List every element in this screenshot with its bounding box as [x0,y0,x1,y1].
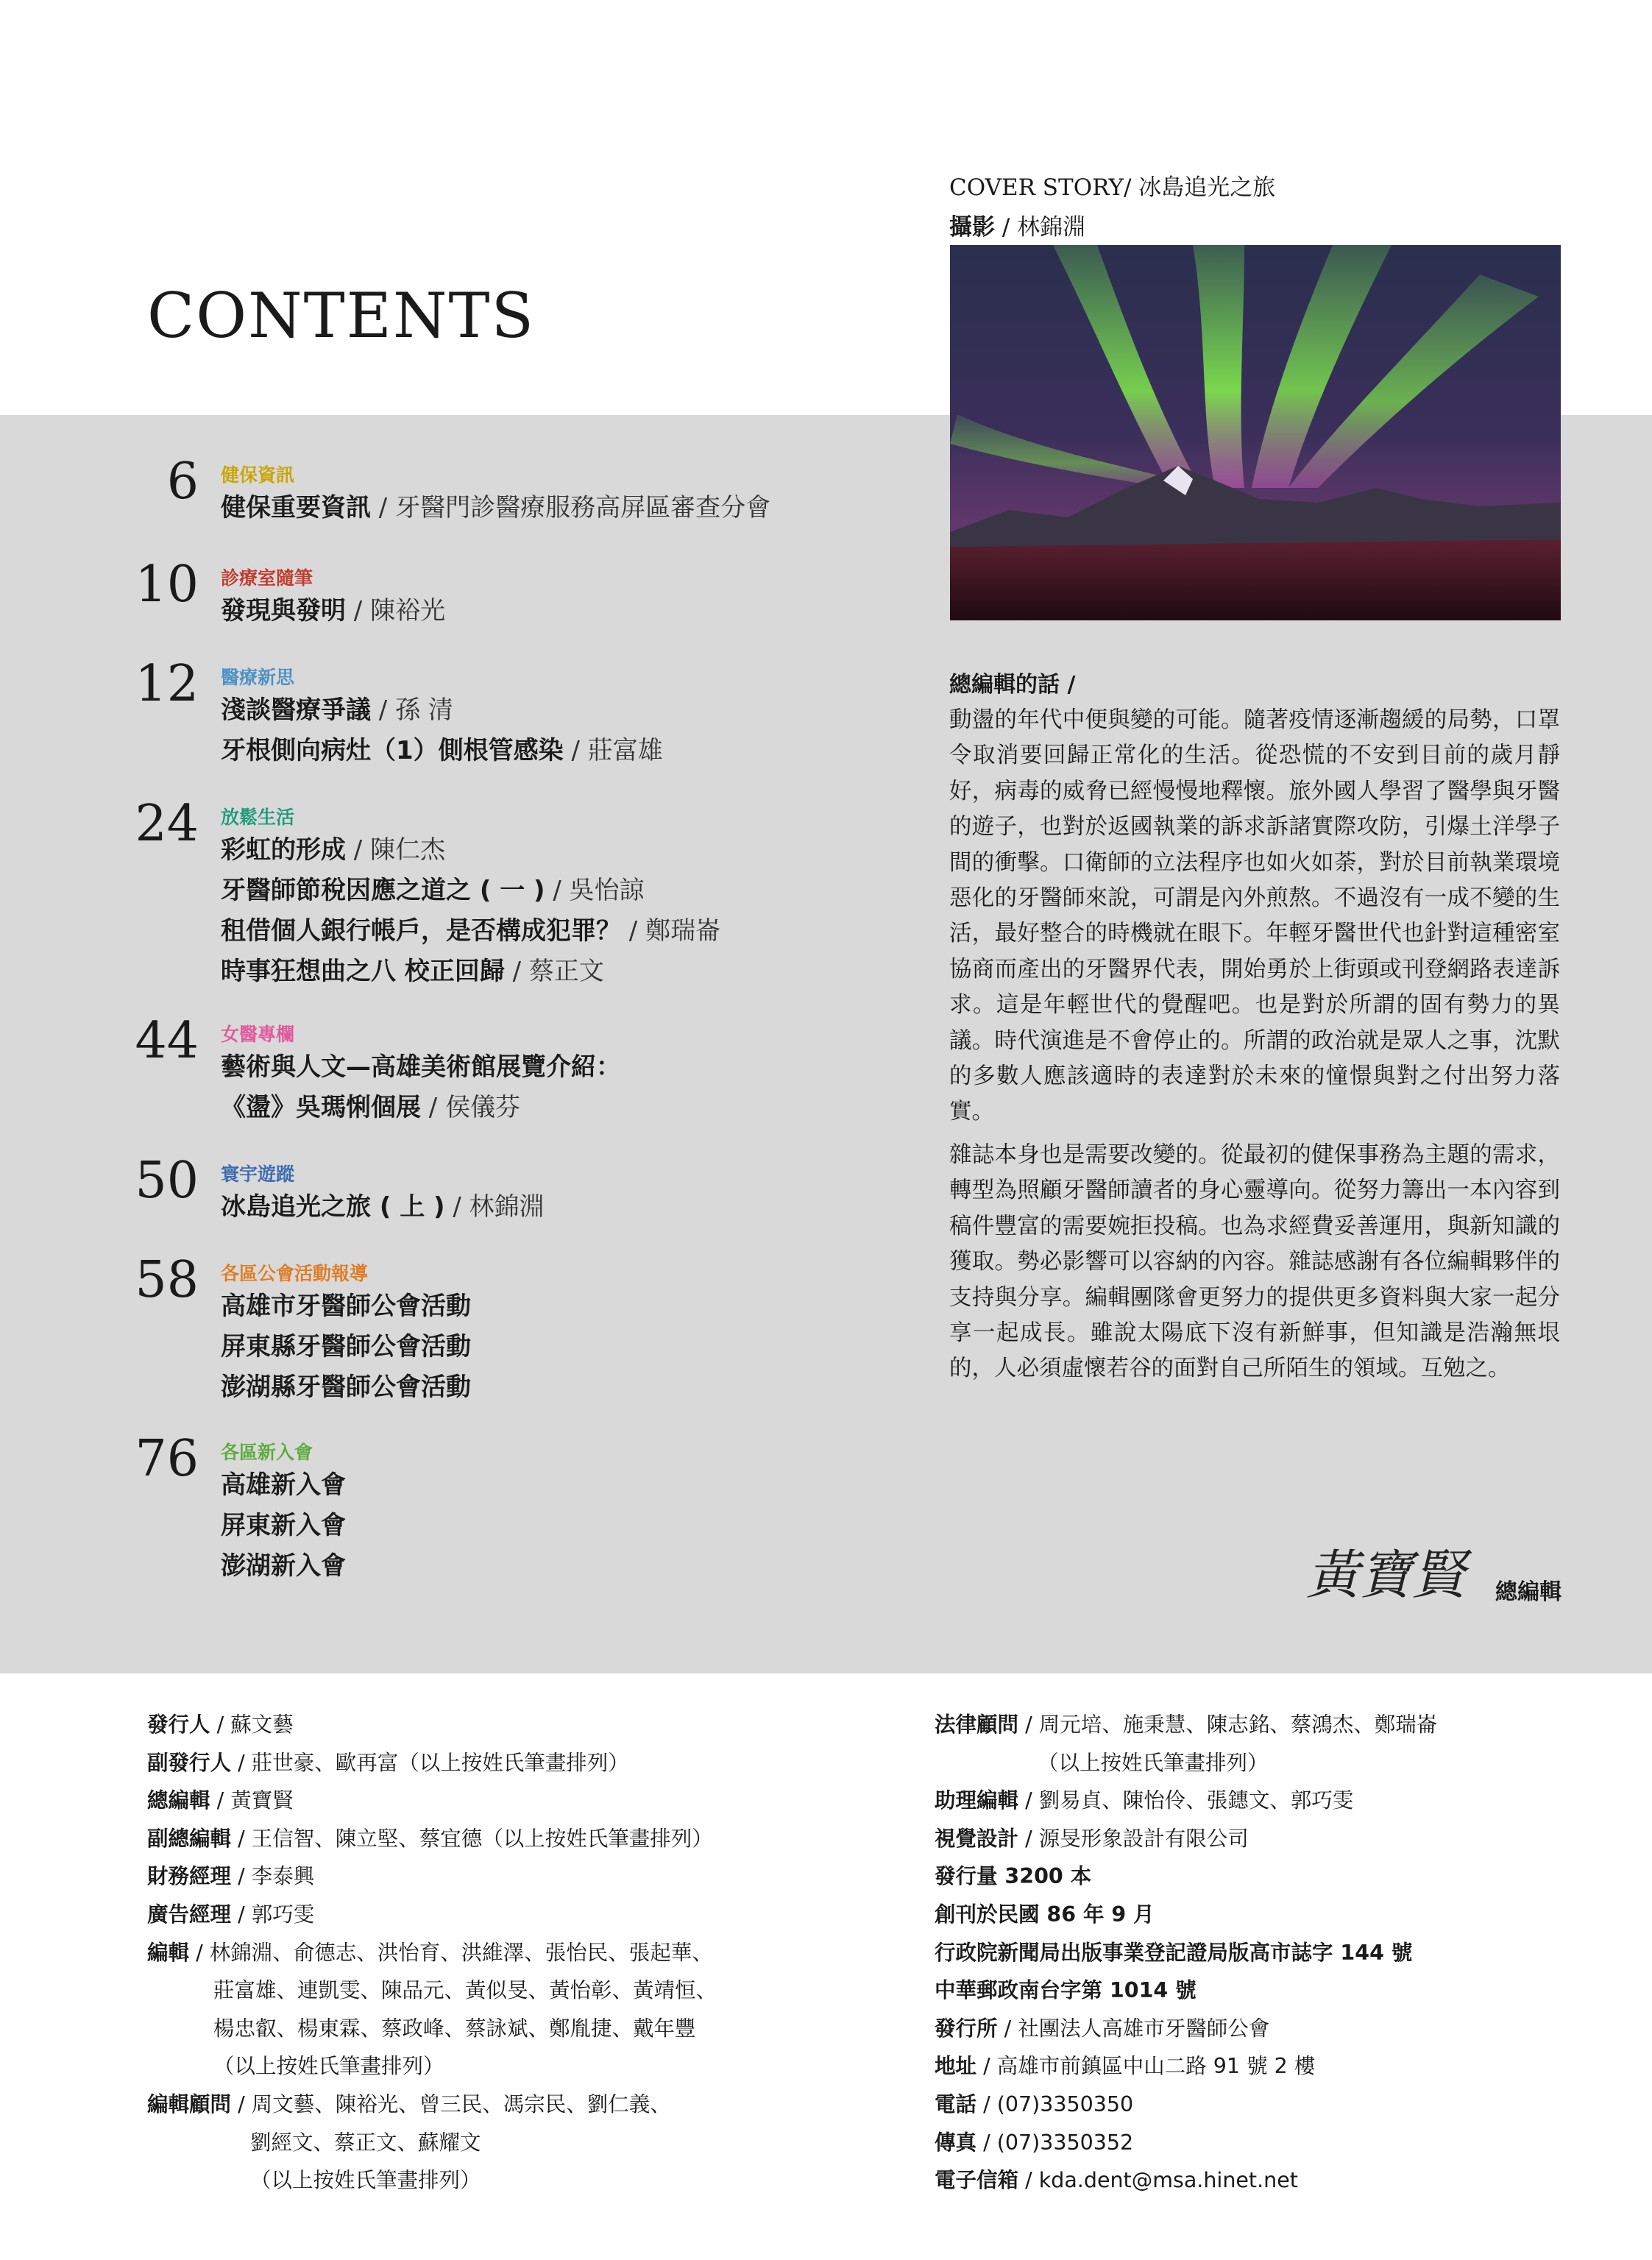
toc-entry[interactable] [221,1087,520,1123]
credit-value: / 李泰興 [231,1864,315,1889]
toc-entry[interactable] [221,590,445,626]
credit-row [935,2010,1437,2048]
credit-value: / 源旻形象設計有限公司 [1018,1826,1249,1851]
credit-row [935,1857,1437,1896]
credit-row [935,2161,1437,2200]
credit-row [147,1782,717,1820]
toc-entry[interactable] [221,1286,471,1322]
toc-entry-title: 淺談醫療爭議 [221,695,371,725]
credit-label: 廣告經理 [147,1902,232,1927]
toc-category: 各區公會活動報導 [221,1263,369,1284]
toc-entry[interactable] [221,829,445,865]
toc-entry-title: 租借個人銀行帳戶，是否構成犯罪？ [221,916,621,946]
credit-value: / 林錦淵、俞德志、洪怡育、洪維澤、張怡民、張起華、 [189,1940,713,1965]
toc-entry-author: / 侯儀芬 [421,1093,521,1122]
toc-entry-author: / 孫 清 [371,695,453,725]
credit-row [147,2161,717,2200]
toc-category: 診療室隨筆 [221,567,313,589]
credit-row [147,2047,717,2086]
credit-label: 發行所 [935,2016,998,2041]
toc-page-number: 76 [135,1430,199,1488]
toc-entry-title: 屏東新入會 [221,1511,346,1540]
credit-value: / 周元培、施秉慧、陳志銘、蔡鴻杰、鄭瑞崙 [1018,1712,1438,1737]
credit-value: / 黃寶賢 [210,1788,294,1813]
toc-entry[interactable] [221,870,645,906]
editorial-paragraph: 動盪的年代中便與變的可能。隨著疫情逐漸趨緩的局勢，口罩令取消要回歸正常化的生活。從恐慌的不安到目前的歲月靜好，病毒的威脅已經慢慢地釋懷。旅外國人學習了醫學與牙醫的遊子，也對於返國執業的訴求訴諸實際攻防，引爆土洋學子間的衝擊。口衛師的立法程序也如火如荼，對於目前執業環境惡化的牙醫師來說，可謂是內外煎熬。不過沒有一成不變的生活，最好整合的時機就在眼下。年輕牙醫世代也針對這種密室協商而產出的牙醫界代表，開始勇於上街頭或刊登網路表達訴求。這是年輕世代的覺醒吧。也是對於所謂的固有勢力的異議。時代演進是不會停止的。所謂的政治就是眾人之事，沈默的多數人應該適時的表達對於未來的憧憬與對之付出努力落實。 [949,707,1560,1125]
credit-row [935,1706,1437,1744]
toc-entry-title: 屏東縣牙醫師公會活動 [221,1332,471,1361]
credit-label: 發行量 3200 本 [935,1864,1092,1889]
credit-row [147,1896,717,1934]
toc-entry[interactable] [221,951,604,987]
signature-text: 黃寶賢 [1306,1544,1466,1606]
toc-entry-author: / 鄭瑞崙 [621,916,721,946]
credit-value: / 郭巧雯 [231,1902,315,1927]
toc-entry[interactable] [221,1046,621,1083]
toc-entry[interactable] [221,910,720,946]
credit-row [147,2124,717,2162]
credit-row [935,2086,1437,2124]
toc-page-number: 6 [166,453,199,511]
credit-row [935,1782,1437,1820]
credit-label: 行政院新聞局出版事業登記證局版高市誌字 144 號 [935,1940,1413,1965]
credit-label: 副總編輯 [147,1826,232,1851]
credit-label: 法律顧問 [935,1712,1019,1737]
credit-label: 發行人 [147,1712,210,1737]
credit-label: 地址 [935,2054,977,2079]
signature-label: 總編輯 [1495,1579,1561,1605]
toc-category: 健保資訊 [221,464,295,486]
credit-value: / 蘇文藝 [210,1712,294,1737]
toc-entry-title: 藝術與人文—高雄美術館展覽介紹： [221,1052,621,1082]
credit-label: 傳真 [935,2130,977,2155]
credit-row [935,1934,1437,1972]
credit-row [147,2010,717,2048]
credit-label: 財務經理 [147,1864,232,1889]
toc-entry[interactable] [221,1186,545,1222]
credit-row [935,2124,1437,2162]
cover-caption [949,168,1275,247]
credit-row [935,1972,1437,2010]
photo-label: 攝影 [949,214,995,241]
credit-row [147,1972,717,2010]
credit-label: 視覺設計 [935,1826,1019,1851]
toc-category: 醫療新思 [221,667,295,688]
credit-row [935,2047,1437,2086]
editorial-heading: 總編輯的話 / [949,672,1076,698]
toc-entry[interactable] [221,1545,346,1581]
credit-row [147,2086,717,2124]
toc-entry-title: 高雄市牙醫師公會活動 [221,1292,471,1321]
toc-entry-title: 《盪》吳瑪悧個展 [221,1093,421,1122]
cover-aurora-photo [950,245,1561,620]
credit-value: （以上按姓氏筆畫排列） [1038,1750,1269,1775]
toc-page-number: 24 [135,795,199,853]
toc-entry-title: 牙根側向病灶（1）側根管感染 [221,736,564,765]
credit-value: / 高雄市前鎮區中山二路 91 號 2 樓 [976,2054,1316,2079]
credit-label: 創刊於民國 86 年 9 月 [935,1902,1155,1927]
toc-entry-title: 彩虹的形成 [221,835,346,865]
credit-label: 電話 [935,2091,977,2116]
toc-entry-author: / 吳怡諒 [545,876,645,905]
toc-entry-title: 冰島追光之旅 ( 上 ) [221,1192,445,1222]
credit-value: 劉經文、蔡正文、蘇耀文 [250,2130,481,2155]
page-title: CONTENTS [147,280,536,352]
credit-label: 中華郵政南台字第 1014 號 [935,1978,1197,2003]
toc-entry[interactable] [221,487,770,523]
credit-label: 總編輯 [147,1788,210,1813]
credit-value: / 社團法人高雄市牙醫師公會 [997,2016,1270,2041]
toc-entry-title: 牙醫師節稅因應之道之 ( 一 ) [221,876,545,905]
toc-page-number: 58 [135,1251,199,1309]
toc-entry-author: / 牙醫門診醫療服務高屏區審查分會 [371,493,771,523]
credit-value: / kda.dent@msa.hinet.net [1018,2168,1298,2193]
credit-row [935,1820,1437,1858]
toc-entry-title: 高雄新入會 [221,1470,346,1500]
credit-row [147,1934,717,1972]
toc-entry-title: 發現與發明 [221,596,346,626]
photo-credit: / 林錦淵 [1002,214,1086,241]
credit-row [935,1896,1437,1934]
toc-page-number: 44 [135,1012,199,1070]
toc-page-number: 12 [135,655,199,713]
toc-entry-author: / 林錦淵 [444,1192,545,1222]
toc-entry[interactable] [221,1326,471,1362]
toc-entry-author: / 莊富雄 [563,736,663,765]
toc-entry[interactable] [221,690,453,726]
toc-category: 寰宇遊蹤 [221,1163,295,1185]
cover-story-title: 冰島追光之旅 [1138,174,1276,201]
credit-row [147,1744,717,1782]
toc-entry-title: 澎湖縣牙醫師公會活動 [221,1372,471,1402]
credit-row [147,1820,717,1858]
credit-value: 楊忠叡、楊東霖、蔡政峰、蔡詠斌、鄭胤捷、戴年豐 [213,2016,696,2041]
toc-page-number: 10 [135,556,199,614]
credit-label: 副發行人 [147,1750,232,1775]
credits-right-column [935,1706,1437,2200]
credit-value: / 周文藝、陳裕光、曾三民、馮宗民、劉仁義、 [231,2091,671,2116]
toc-entry-title: 時事狂想曲之八 校正回歸 [221,957,505,986]
credit-row [147,1857,717,1896]
toc-page-number: 50 [135,1152,199,1210]
credit-row [935,1744,1437,1782]
credit-row [147,1706,717,1744]
toc-entry-title: 澎湖新入會 [221,1551,346,1581]
toc-entry-author: / 陳裕光 [346,596,446,626]
credit-value: 莊富雄、連凱雯、陳品元、黃似旻、黃怡彰、黃靖恒、 [213,1978,717,2003]
toc-category: 女醫專欄 [221,1024,295,1045]
toc-entry-author: / 蔡正文 [504,957,604,986]
toc-entry[interactable] [221,1367,471,1403]
editorial-body [949,703,1560,1395]
credit-label: 電子信箱 [935,2168,1019,2193]
credit-label: 助理編輯 [935,1788,1019,1813]
credit-value: / 王信智、陳立堅、蔡宜德（以上按姓氏筆畫排列） [231,1826,713,1851]
toc-entry-title: 健保重要資訊 [221,493,371,523]
credit-value: / (07)3350352 [976,2130,1134,2155]
toc-entry[interactable] [221,1464,346,1501]
credit-value: / 莊世豪、歐再富（以上按姓氏筆畫排列） [231,1750,629,1775]
toc-entry-author: / 陳仁杰 [346,835,446,865]
editor-signature [1302,1523,1486,1619]
toc-category: 各區新入會 [221,1442,313,1463]
toc-entry[interactable] [221,730,663,766]
credit-value: （以上按姓氏筆畫排列） [213,2054,444,2079]
credits-left-column [147,1706,717,2200]
toc-entry[interactable] [221,1505,346,1541]
credit-value: / 劉易貞、陳怡伶、張鏸文、郭巧雯 [1018,1788,1354,1813]
cover-story-prefix: COVER STORY/ [949,174,1132,201]
credit-label: 編輯 [147,1940,190,1965]
toc-category: 放鬆生活 [221,807,295,828]
editorial-paragraph: 雜誌本身也是需要改變的。從最初的健保事務為主題的需求，轉型為照顧牙醫師讀者的身心靈導向。從努力籌出一本內容到稿件豐富的需要婉拒投稿。也為求經費妥善運用，與新知識的獲取。勢必影響可以容納的內容。雜誌感謝有各位編輯夥伴的支持與分享。編輯團隊會更努力的提供更多資料與大家一起分享一起成長。雖說太陽底下沒有新鮮事，但知識是浩瀚無垠的，人必須虛懷若谷的面對自己所陌生的領域。互勉之。 [949,1141,1560,1382]
credit-label: 編輯顧問 [147,2091,232,2116]
credit-value: （以上按姓氏筆畫排列） [250,2168,481,2193]
credit-value: / (07)3350350 [976,2091,1134,2116]
